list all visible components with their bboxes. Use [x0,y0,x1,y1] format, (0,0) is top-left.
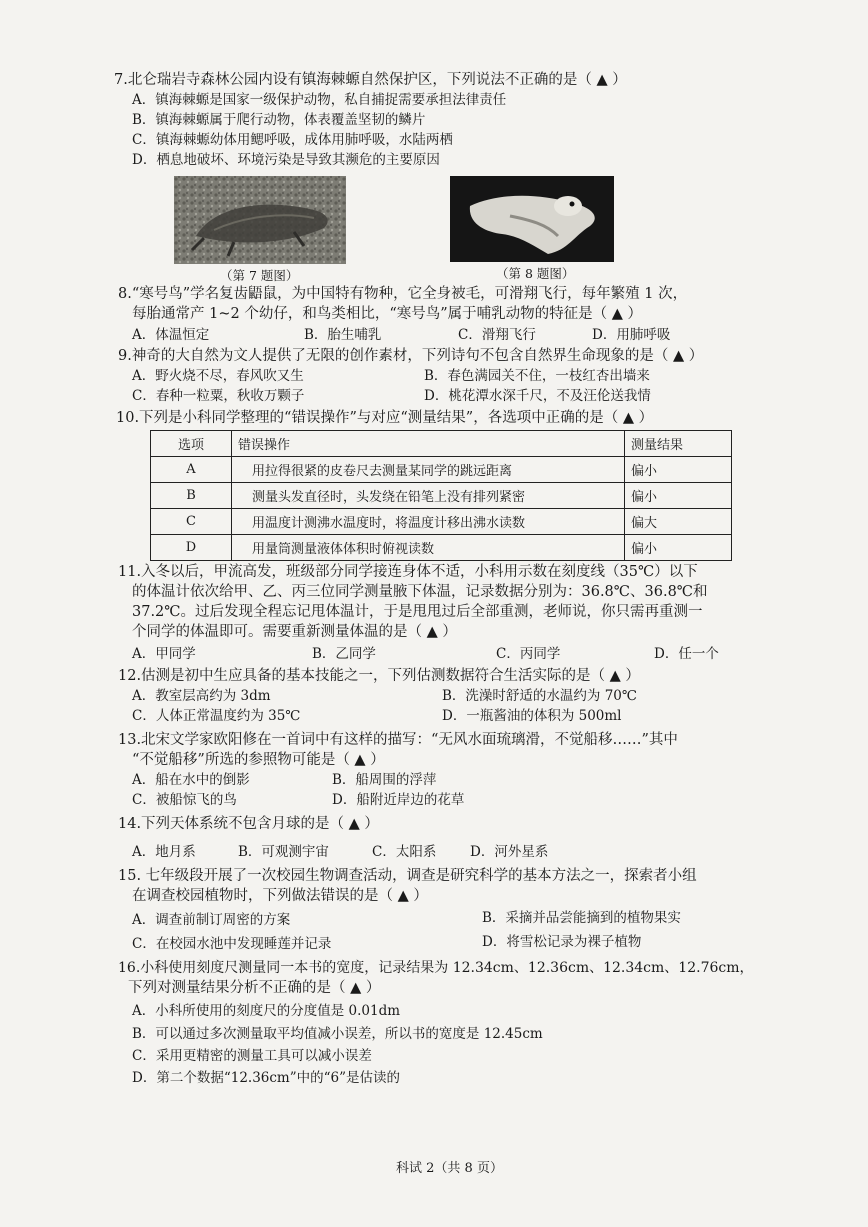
table-row [151,509,732,535]
table-cell: 偏小 [625,483,732,509]
option-b: B．胎生哺乳 [304,327,382,343]
question-stem: 10.下列是小科同学整理的“错误操作”与对应“测量结果”，各选项中正确的是（ ▲ ） [116,410,654,426]
page-footer: 科试 2（共 8 页） [396,1161,503,1176]
question-stem: 16.小科使用刻度尺测量同一本书的宽度，记录结果为 12.34cm、12.36cm、12.34cm、12.76cm， [118,960,754,976]
question-13 [118,730,758,810]
option-d: D．用肺呼吸 [592,327,671,343]
option-c: C．丙同学 [496,646,561,662]
question-8 [118,284,758,346]
question-stem-continued: 每胎通常产 1~2 个幼仔，和鸟类相比，“寒号鸟”属于哺乳动物的特征是（ ▲ ） [132,306,643,322]
table-row [151,483,732,509]
question-stem: 9.神奇的大自然为文人提供了无限的创作素材，下列诗句不包含自然界生命现象的是（ ▲ ） [118,348,704,364]
table-row [151,457,732,483]
question-stem: 15. 七年级段开展了一次校园生物调查活动，调查是研究科学的基本方法之一，探索者小组 [118,868,697,884]
error-operation-table [150,430,732,561]
question-16 [118,958,758,1090]
table-cell: B [151,483,232,509]
table-header: 测量结果 [625,431,732,457]
option-a: A．镇海棘螈是国家一级保护动物，私自捕捉需要承担法律责任 [132,92,507,108]
table-header-row [151,431,732,457]
question-stem: 7.北仑瑞岩寺森林公园内设有镇海棘螈自然保护区，下列说法不正确的是（ ▲ ） [114,72,627,88]
option-b: B．春色满园关不住，一枝红杏出墙来 [424,368,650,384]
option-b: B．采摘并品尝能摘到的植物果实 [482,910,681,926]
figure-caption: （第 7 题图） [220,268,299,283]
option-d: D．河外星系 [470,844,549,860]
table-cell: A [151,457,232,483]
option-a: A．甲同学 [132,646,196,662]
option-d: D．任一个 [654,646,719,662]
option-b: B．镇海棘螈属于爬行动物，体表覆盖坚韧的鳞片 [132,112,426,128]
question-stem-continued: “不觉船移”所选的参照物可能是（ ▲ ） [132,752,385,768]
table-header: 错误操作 [232,431,625,457]
option-c: C．滑翔飞行 [458,327,536,343]
option-a: A．调查前制订周密的方案 [132,912,291,928]
table-cell: 偏大 [625,509,732,535]
table-cell: 偏小 [625,535,732,561]
option-c: C．镇海棘螈幼体用鳃呼吸，成体用肺呼吸，水陆两栖 [132,132,453,148]
option-b: B．洗澡时舒适的水温约为 70℃ [442,688,637,704]
option-a: A．地月系 [132,844,196,860]
option-d: D．第二个数据“12.36cm”中的“6”是估读的 [132,1070,401,1086]
table-cell: 用温度计测沸水温度时，将温度计移出沸水读数 [232,509,625,535]
question-7 [114,70,758,170]
question-stem-continued: 的体温计依次给甲、乙、丙三位同学测量腋下体温，记录数据分别为：36.8℃、36.8℃和 [132,584,708,600]
option-c: C．在校园水池中发现睡莲并记录 [132,936,332,952]
option-d: D．将雪松记录为裸子植物 [482,934,642,950]
question-stem-continued: 在调查校园植物时，下列做法错误的是（ ▲ ） [132,888,428,904]
option-b: B．船周围的浮萍 [332,772,437,788]
option-b: B．乙同学 [312,646,376,662]
option-a: A．体温恒定 [132,327,210,343]
question-stem-continued: 下列对测量结果分析不正确的是（ ▲ ） [128,980,381,996]
option-a: A．教室层高约为 3dm [132,688,271,704]
option-c: C．采用更精密的测量工具可以减小误差 [132,1048,372,1064]
question-10 [116,408,756,428]
question-stem: 14.下列天体系统不包含月球的是（ ▲ ） [118,816,379,832]
option-c: C．人体正常温度约为 35℃ [132,708,301,724]
table-cell: 偏小 [625,457,732,483]
figure-caption: （第 8 题图） [496,266,575,281]
question-stem: 11.入冬以后，甲流高发，班级部分同学接连身体不适，小科用示数在刻度线（35℃）以下 [118,564,698,580]
option-a: A．野火烧不尽，春风吹又生 [132,368,304,384]
question-14 [118,814,758,860]
option-c: C．春种一粒粟，秋收万颗子 [132,388,305,404]
option-c: C．太阳系 [372,844,437,860]
question-stem: 12.估测是初中生应具备的基本技能之一，下列估测数据符合生活实际的是（ ▲ ） [118,668,640,684]
question-15 [118,866,758,954]
question-12 [118,666,758,726]
option-d: D．船附近岸边的花草 [332,792,465,808]
question-stem: 8.“寒号鸟”学名复齿鼯鼠，为中国特有物种，它全身被毛，可滑翔飞行，每年繁殖 1 次， [118,286,688,302]
salamander-photo-icon [174,176,346,264]
question-stem-continued: 37.2℃。过后发现全程忘记甩体温计，于是甩甩过后全部重测，老师说，你只需再重测一 [132,604,703,620]
option-b: B．可以通过多次测量取平均值减小误差，所以书的宽度是 12.45cm [132,1026,543,1042]
option-a: A．小科所使用的刻度尺的分度值是 0.01dm [132,1003,401,1019]
table-header: 选项 [151,431,232,457]
question-11 [118,562,758,664]
figure-7 [170,176,350,286]
question-9 [118,346,758,406]
option-a: A．船在水中的倒影 [132,772,250,788]
question-stem-continued: 个同学的体温即可。需要重新测量体温的是（ ▲ ） [132,624,457,640]
table-cell: D [151,535,232,561]
table-cell: 用拉得很紧的皮卷尺去测量某同学的跳远距离 [232,457,625,483]
option-d: D．桃花潭水深千尺，不及汪伦送我情 [424,388,651,404]
option-b: B．可观测宇宙 [238,844,329,860]
question-stem: 13.北宋文学家欧阳修在一首词中有这样的描写：“无风水面琉璃滑，不觉船移……”其中 [118,732,678,748]
option-c: C．被船惊飞的鸟 [132,792,237,808]
option-d: D．一瓶酱油的体积为 500ml [442,708,622,724]
table-cell: C [151,509,232,535]
figure-8 [448,176,618,286]
table-row [151,535,732,561]
option-d: D．栖息地破坏、环境污染是导致其濒危的主要原因 [132,152,440,168]
flying-squirrel-photo-icon [450,176,614,262]
table-cell: 用量筒测量液体体积时俯视读数 [232,535,625,561]
table-cell: 测量头发直径时，头发绕在铅笔上没有排列紧密 [232,483,625,509]
